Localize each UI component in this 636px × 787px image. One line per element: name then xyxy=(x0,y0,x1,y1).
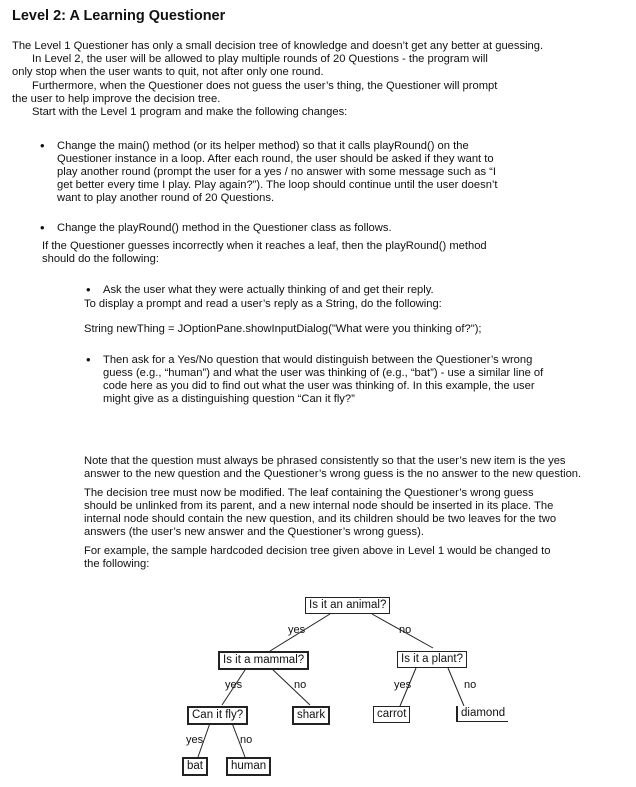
intro-line: Furthermore, when the Questioner does not guess the user’s thing, the Questioner will prompt xyxy=(32,80,498,92)
bullet1-line: play another round (prompt the user for a yes / no answer with some message such as “I xyxy=(57,166,497,178)
bullet2-detail: If the Questioner guesses incorrectly when it reaches a leaf, then the playRound() method xyxy=(42,240,487,252)
note-line: answer to the new question and the Questioner’s wrong guess is the no answer to the new question. xyxy=(84,468,582,480)
tree-leaf-carrot: carrot xyxy=(373,706,410,723)
code-line: String newThing = JOptionPane.showInputDialog("What were you thinking of?"); xyxy=(84,323,482,335)
sub-bullet2-line: might give as a distinguishing question “Can it fly?” xyxy=(103,393,355,405)
bullet-marker: • xyxy=(40,220,45,235)
decision-line: should be unlinked from its parent, and a new internal node should be inserted in its place. The xyxy=(84,500,554,512)
sub-bullet1: Ask the user what they were actually thinking of and get their reply. xyxy=(103,284,434,296)
example-line: the following: xyxy=(84,558,150,570)
decision-line: internal node should contain the new question, and its children should be two leaves for the two xyxy=(84,513,557,525)
edge-label-yes: yes xyxy=(288,624,306,636)
sub-bullet2-line: code here as you did to find out what the user was thinking of. In this example, the user xyxy=(103,380,535,392)
bullet-marker: • xyxy=(86,282,91,297)
bullet1-line: want to play another round of 20 Questions. xyxy=(57,192,275,204)
edge-label-yes: yes xyxy=(394,679,412,691)
tree-node-root: Is it an animal? xyxy=(305,597,390,614)
decision-line: answers (the user’s new answer and the Questioner’s wrong guess). xyxy=(84,526,424,538)
note-line: Note that the question must always be phrased consistently so that the user’s new item is the yes xyxy=(84,455,566,467)
edge-label-no: no xyxy=(464,679,477,691)
page-title: Level 2: A Learning Questioner xyxy=(12,8,226,24)
edge-label-yes: yes xyxy=(186,734,204,746)
sub-bullet2-line: Then ask for a Yes/No question that would distinguish between the Questioner’s wrong xyxy=(103,354,533,366)
edge-label-no: no xyxy=(240,734,253,746)
edge-plant-no xyxy=(448,668,464,706)
tree-leaf-shark: shark xyxy=(292,706,330,725)
edge-label-yes: yes xyxy=(225,679,243,691)
tree-leaf-human: human xyxy=(226,757,271,776)
intro-line: the user to help improve the decision tree. xyxy=(12,93,221,105)
bullet1-line: Change the main() method (or its helper method) so that it calls playRound() on the xyxy=(57,140,469,152)
tree-node-fly: Can it fly? xyxy=(187,706,248,725)
intro-line: The Level 1 Questioner has only a small decision tree of knowledge and doesn’t get any better at guessing. xyxy=(12,40,544,52)
sub-bullet2-line: guess (e.g., “human”) and what the user was thinking of (e.g., “bat”) - use a similar line of xyxy=(103,367,544,379)
sub-bullet1-detail: To display a prompt and read a user’s reply as a String, do the following: xyxy=(84,298,442,310)
bullet1-line: Questioner instance in a loop. After each round, the user should be asked if they want to xyxy=(57,153,494,165)
tree-node-plant: Is it a plant? xyxy=(397,651,467,668)
edge-label-no: no xyxy=(294,679,307,691)
decision-line: The decision tree must now be modified. The leaf containing the Questioner’s wrong guess xyxy=(84,487,534,499)
bullet-marker: • xyxy=(86,352,91,367)
tree-leaf-diamond: diamond xyxy=(456,706,508,722)
bullet2-detail: should do the following: xyxy=(42,253,159,265)
edge-label-no: no xyxy=(399,624,412,636)
intro-line: In Level 2, the user will be allowed to play multiple rounds of 20 Questions - the program will xyxy=(32,53,488,65)
tree-node-mammal: Is it a mammal? xyxy=(218,651,309,670)
bullet-marker: • xyxy=(40,138,45,153)
bullet2-line: Change the playRound() method in the Questioner class as follows. xyxy=(57,222,392,234)
intro-line: Start with the Level 1 program and make the following changes: xyxy=(32,106,348,118)
tree-leaf-bat: bat xyxy=(182,757,208,776)
bullet1-line: get better every time I play. Play again?”). The loop should continue until the user doesn’t xyxy=(57,179,498,191)
example-line: For example, the sample hardcoded decision tree given above in Level 1 would be changed to xyxy=(84,545,551,557)
intro-line: only stop when the user wants to quit, not after only one round. xyxy=(12,66,324,78)
